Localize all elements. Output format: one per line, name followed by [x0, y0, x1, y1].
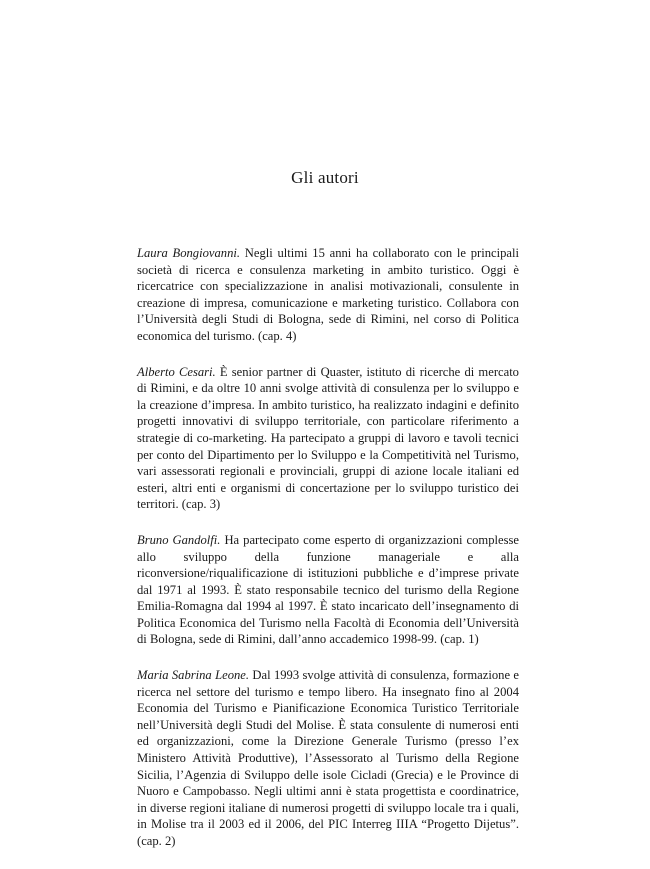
author-bio: Dal 1993 svolge attività di consulenza, formazione e ricerca nel settore del turismo e tempo libero. Ha insegnato fino al 2004 Economia del Turismo e Pianificazione Economica Turistico Territoriale nell’Università degli Studi del Molise. È stata consulente di numerosi enti ed organizzazioni, come la Direzione Generale Turismo (presso l’ex Ministero Attività Produttive), l’Assessorato al Turismo della Regione Sicilia, l’Agenzia di Sviluppo delle isole Cicladi (Grecia) e le Province di Nuoro e Campobasso. Negli ultimi anni è stata progettista e coordinatrice, in diverse regioni italiane di numerosi progetti di sviluppo locale tra i quali, in Molise tra il 2003 ed il 2006, del PIC Interreg IIIA “Progetto Dijetus”. (cap. 2): [137, 668, 520, 848]
author-bio: È senior partner di Quaster, istituto di ricerche di mercato di Rimini, e da oltre 10 anni svolge attività di consulenza per lo sviluppo e la creazione d’impresa. In ambito turistico, ha realizzato indagini e definito progetti innovativi di sviluppo territoriale, con particolare riferimento a strategie di co-marketing. Ha partecipato a gruppi di lavoro e tavoli tecnici per conto del Dipartimento per lo Sviluppo e la Competitività nel Turismo, vari assessorati regionali e provinciali, gruppi di azione locale italiani ed esteri, altri enti e organismi di concertazione per lo sviluppo turistico dei territori. (cap. 3): [137, 364, 519, 512]
author-entry: [137, 667, 519, 850]
author-bio: Ha partecipato come esperto di organizzazioni complesse allo sviluppo della funzione manageriale e alla riconversione/riqualificazione di istituzioni pubbliche e d’imprese private dal 1971 al 1993. È stato responsabile tecnico del turismo della Regione Emilia-Romagna dal 1994 al 1997. È stato incaricato dell’insegnamento di Politica Economica del Turismo nella Facoltà di Economia dell’Università di Bologna, sede di Rimini, dall’anno accademico 1998-99. (cap. 1): [137, 532, 519, 647]
author-name: Alberto Cesari.: [137, 364, 216, 379]
author-entry: [137, 245, 519, 345]
author-list: [137, 245, 519, 869]
author-entry: [137, 532, 519, 648]
author-name: Bruno Gandolfi.: [137, 532, 221, 547]
author-name: Maria Sabrina Leone.: [137, 668, 250, 683]
author-bio: Negli ultimi 15 anni ha collaborato con le principali società di ricerca e consulenza marketing in ambito turistico. Oggi è ricercatrice con specializzazione in analisi motivazionali, consulente in creazione di impresa, comunicazione e marketing turistico. Collabora con l’Università degli Studi di Bologna, sede di Rimini, nel corso di Politica economica del turismo. (cap. 4): [137, 246, 519, 343]
author-entry: [137, 364, 519, 513]
page-title: Gli autori: [291, 168, 359, 187]
author-name: Laura Bongiovanni.: [137, 246, 241, 260]
